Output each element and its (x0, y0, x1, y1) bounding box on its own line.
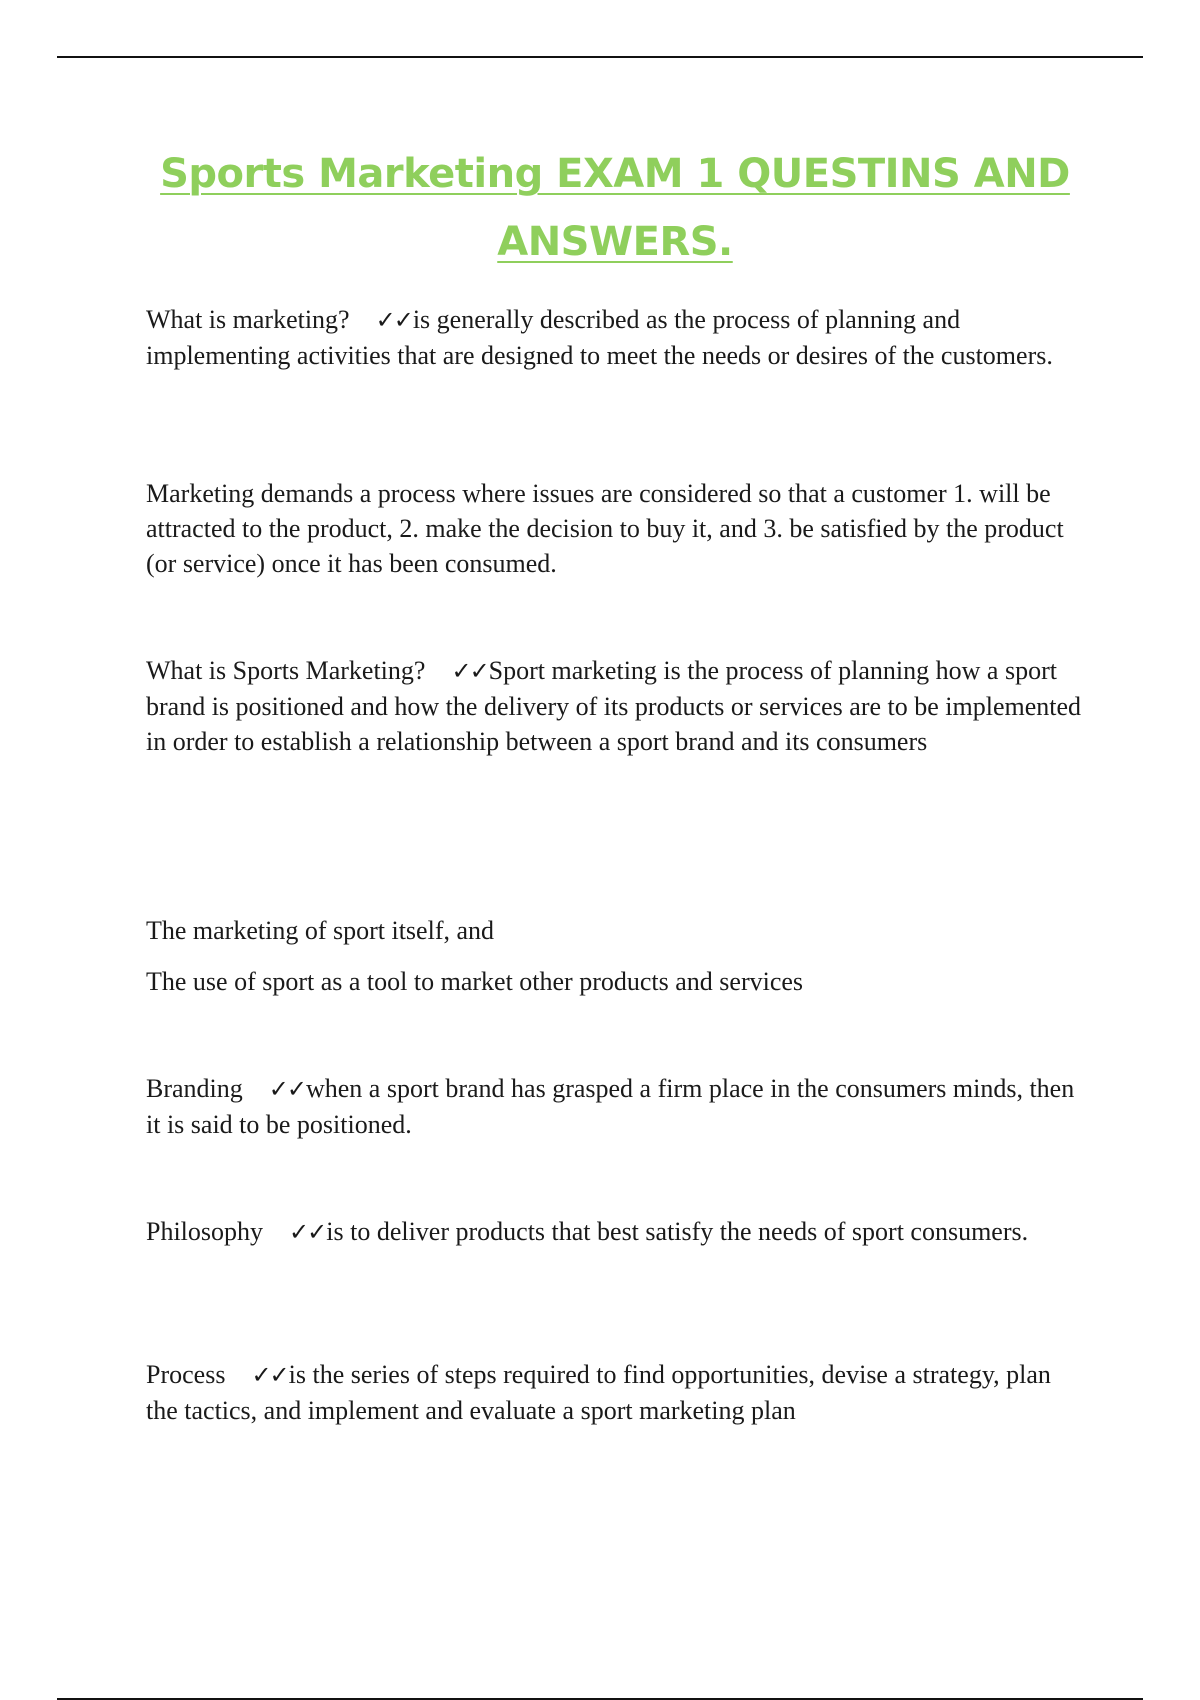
qa-entry-branding (146, 1071, 1086, 1142)
entry-term: Branding (146, 1074, 243, 1103)
double-check-icon: ✓✓ (268, 1075, 305, 1103)
double-check-icon: ✓✓ (375, 306, 412, 334)
entry-term: Process (146, 1360, 226, 1389)
qa-entry-process (146, 1357, 1086, 1428)
entry-term: What is marketing? (146, 305, 350, 334)
note-text: Marketing demands a process where issues are considered so that a customer 1. will be attracted to the product, 2. make the decision to buy it, and 3. be satisfied by the product (or service) once it has been consumed. (146, 479, 1064, 578)
note-text: The use of sport as a tool to market other products and services (146, 967, 804, 996)
double-check-icon: ✓✓ (451, 657, 488, 685)
note-marketing-process (146, 476, 1086, 581)
double-check-icon: ✓✓ (251, 1361, 288, 1389)
entry-definition: when a sport brand has grasped a firm place in the consumers minds, then it is said to be positioned. (146, 1074, 1075, 1139)
qa-entry-philosophy (146, 1214, 1086, 1250)
entry-term: Philosophy (146, 1217, 264, 1246)
note-text: The marketing of sport itself, and (146, 916, 495, 945)
qa-entry-sports-marketing (146, 653, 1086, 759)
entry-definition: is to deliver products that best satisfy the needs of sport consumers. (326, 1217, 1029, 1246)
entry-definition: Sport marketing is the process of planning how a sport brand is positioned and how the delivery of its products or services are to be implemented in order to establish a relationship between a sport brand and its consumers (146, 656, 1082, 756)
qa-entry-marketing (146, 302, 1086, 373)
entry-definition: is the series of steps required to find opportunities, devise a strategy, plan the tactics, and implement and evaluate a sport marketing plan (146, 1360, 1051, 1425)
note-use-of-sport (146, 964, 1086, 999)
document-title: Sports Marketing EXAM 1 QUESTINS AND ANSWERS. (160, 151, 1070, 265)
top-rule (57, 56, 1143, 58)
entry-term: What is Sports Marketing? (146, 656, 426, 685)
note-marketing-of-sport (146, 913, 1086, 948)
entry-definition: is generally described as the process of planning and implementing activities that are designed to meet the needs or desires of the customers. (146, 305, 1053, 370)
title-block (120, 140, 1110, 276)
double-check-icon: ✓✓ (289, 1218, 326, 1246)
